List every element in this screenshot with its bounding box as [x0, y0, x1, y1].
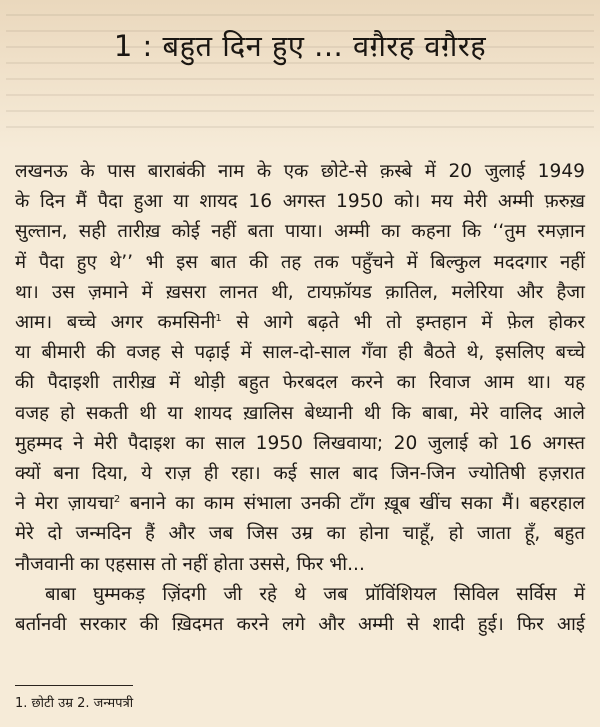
text-line: वजह हो सकती थी या शायद ख़ालिस बेध्यानी थी कि बाबा, मेरे वालिद आले	[15, 402, 585, 424]
text-line	[15, 308, 585, 338]
bleed-through-text	[0, 0, 600, 140]
text-segment: से आगे बढ़ते भी तो इम्तहान में फ़ेल होकर	[221, 312, 585, 334]
text-line: क्यों बना दिया, ये राज़ ही रहा। कई साल बाद जिन-जिन ज्योतिषी हज़रात	[15, 463, 585, 485]
text-line: मेरे दो जन्मदिन हैं और जब जिस उम्र का होना चाहूँ, हो जाता हूँ, बहुत	[15, 523, 585, 545]
footnote-divider	[15, 685, 133, 686]
text-line: सुल्तान, सही तारीख़ कोई नहीं बता पाया। अम्मी का कहना कि ‘‘तुम रमज़ान	[15, 221, 585, 243]
text-line: की पैदाइशी तारीख़ में थोड़ी बहुत फेरबदल करने का रिवाज आम था। यह	[15, 372, 585, 394]
text-segment: आम। बच्चे अगर कमसिनी	[15, 312, 216, 334]
text-line: मुहम्मद ने मेरी पैदाइश का साल 1950 लिखवाया; 20 जुलाई को 16 अगस्त	[15, 432, 585, 454]
text-line	[15, 489, 585, 519]
text-line: के दिन मैं पैदा हुआ या शायद 16 अगस्त 1950 को। मय मेरी अम्मी फ़रुख़	[15, 191, 585, 213]
text-line: बर्तानवी सरकार की ख़िदमत करने लगे और अम्मी से शादी हुई। फिर आई	[15, 614, 585, 636]
footnotes: 1. छोटी उम्र 2. जन्मपत्री	[15, 696, 134, 711]
text-line: लखनऊ के पास बाराबंकी नाम के एक छोटे-से क़स्बे में 20 जुलाई 1949	[15, 161, 585, 182]
text-line: में पैदा हुए थे’’ भी इस बात की तह तक पहुँचने में बिल्कुल मददगार नहीं	[15, 251, 585, 273]
body-text	[15, 157, 585, 640]
text-segment: बनाने का काम संभाला उनकी टाँग ख़ूब खींच सका मैं। बहरहाल	[120, 493, 585, 515]
footnote-marker: 1	[215, 312, 222, 324]
text-segment: ने मेरा ज़ायचा	[15, 493, 114, 515]
text-line: बाबा घुम्मकड़ ज़िंदगी जी रहे थे जब प्रॉविंशियल सिविल सर्विस में	[45, 583, 585, 605]
text-line: नौजवानी का एहसास तो नहीं होता उससे, फिर भी...	[15, 553, 365, 575]
chapter-title: 1 : बहुत दिन हुए ... वग़ैरह वग़ैरह	[113, 29, 487, 63]
footnote-marker: 2	[113, 494, 121, 506]
text-line: था। उस ज़माने में ख़सरा लानत थी, टायफ़ॉयड क़ातिल, मलेरिया और हैजा	[15, 281, 585, 303]
text-line: या बीमारी की वजह से पढ़ाई में साल-दो-साल गँवा ही बैठते थे, इसलिए बच्चे	[15, 342, 585, 364]
